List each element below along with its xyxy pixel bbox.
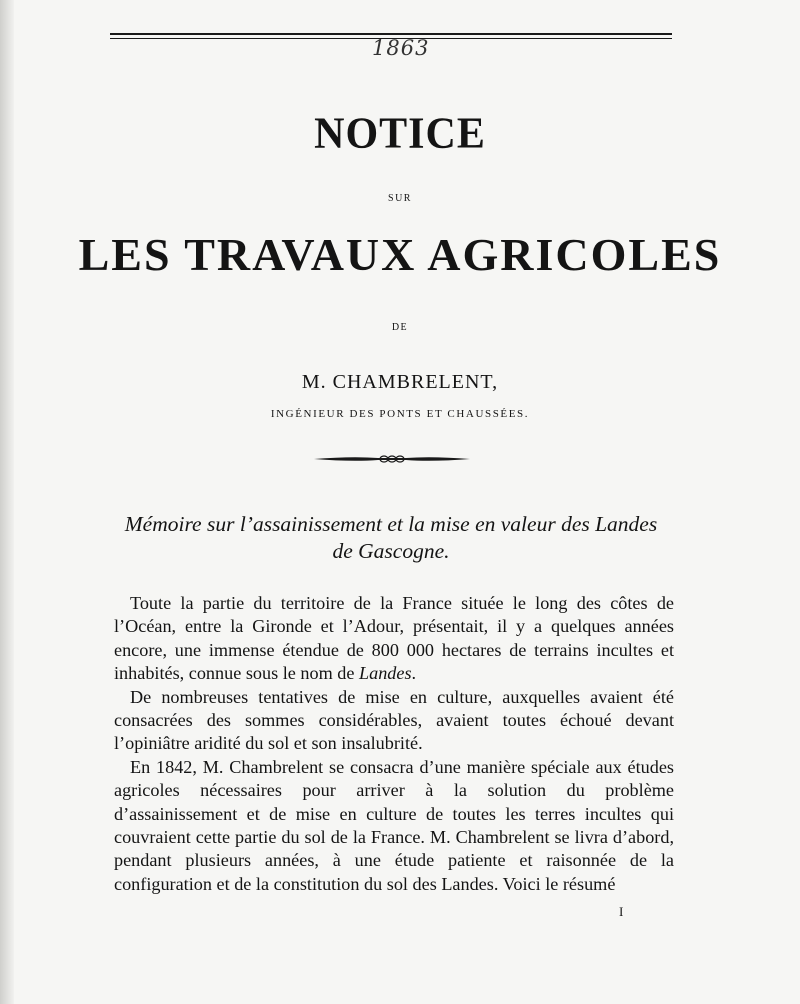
author-role: INGÉNIEUR DES PONTS ET CHAUSSÉES. [270,408,530,420]
memoir-title-line1: Mémoire sur l’assainissement et la mise en valeur des Landes [124,512,658,536]
title-connector-sur: SUR [388,193,412,204]
paragraph-1-end: . [411,663,417,684]
memoir-title-line2: de Gascogne. [332,539,450,563]
author-name: M. CHAMBRELENT, [301,371,499,393]
ornament-divider-icon [312,452,472,466]
page-number: I [619,904,624,919]
paragraph-1 [114,592,674,686]
memoir-title [110,511,672,565]
title-notice: NOTICE [314,109,486,159]
paragraph-2: De nombreuses tentatives de mise en culture, auxquelles avaient été consacrées des sommes considérables, avaient toutes échoué devant l’opiniâtre aridité du sol et son insalubrité. [114,686,674,754]
paragraph-3: En 1842, M. Chambrelent se consacra d’une manière spéciale aux études agricoles nécessaires pour arriver à la solution du problème d’assainissement et de mise en culture de toutes les terres incultes qui couvraient cette partie du sol de la France. M. Chambrelent se livra d’abord, pendant plusieurs années, à une étude patiente et raisonnée de la configuration et de la constitution du sol des Landes. Voici le résumé [114,756,674,894]
body-text [114,592,674,896]
title-main: LES TRAVAUX AGRICOLES [78,229,722,280]
paragraph-1-text: Toute la partie du territoire de la France située le long des côtes de l’Océan, entre la Gironde et l’Adour, présentait, il y a quelques années encore, une immense étendue de 800 000 hectares de terrains incultes et inhabités, connue sous le nom de [114,593,674,684]
paragraph-1-italic: Landes [358,663,412,684]
handwritten-year: 1863 [372,36,430,60]
title-connector-de: DE [391,322,409,333]
top-rule [110,33,672,35]
